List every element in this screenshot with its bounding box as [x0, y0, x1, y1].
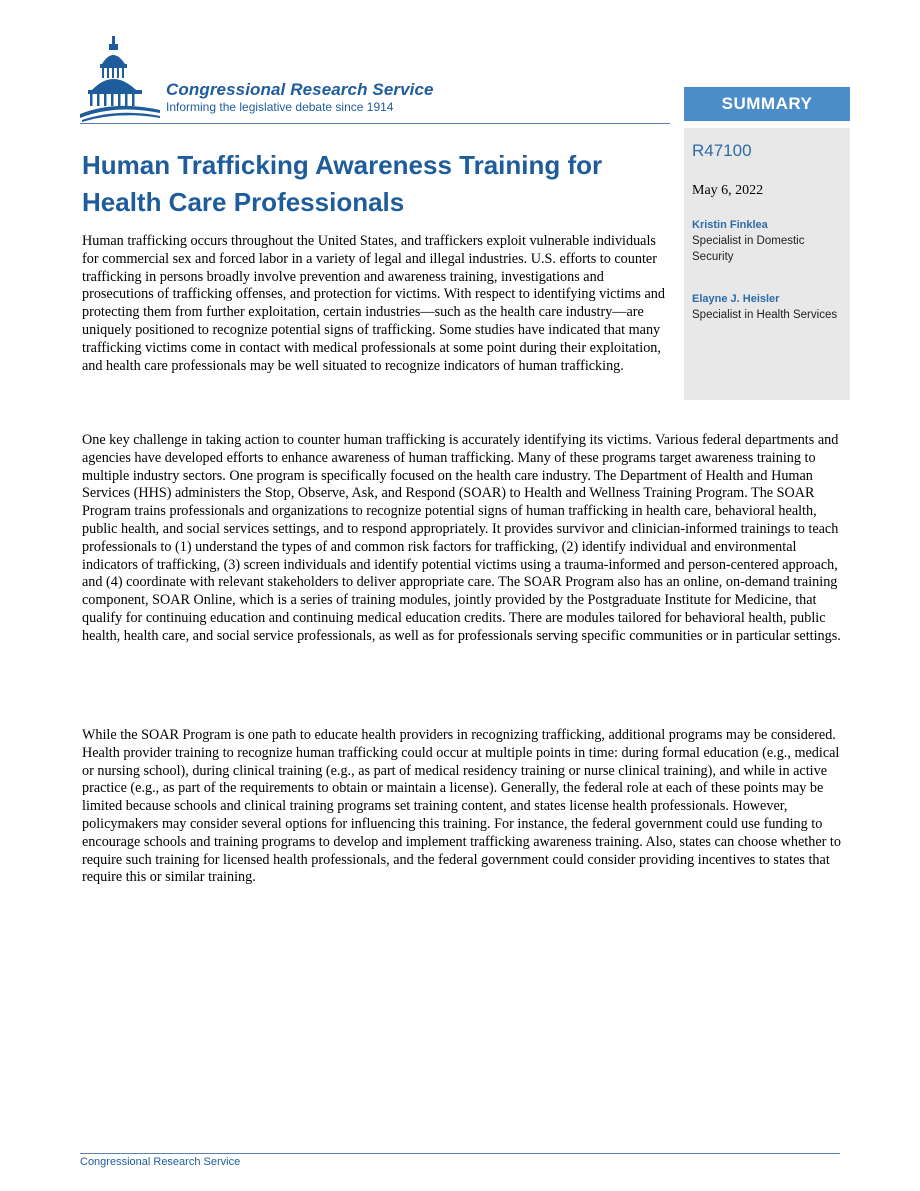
- author-name: Elayne J. Heisler: [692, 293, 780, 305]
- capitol-dome-icon: [80, 34, 162, 122]
- crs-logo: [80, 34, 480, 124]
- report-number: R47100: [692, 141, 752, 160]
- body-paragraph: One key challenge in taking action to counter human trafficking is accurately identifying its victims. Various federal departments and agencies have developed efforts to enhance awareness of human trafficking. Many of these programs target awareness training to multiple industry sectors. One program is specifically focused on the health care industry. The Department of Health and Human Services (HHS) administers the Stop, Observe, Ask, and Respond (SOAR) to Health and Wellness Training Program. The SOAR Program trains professionals and organizations to recognize potential signs of human trafficking in health care, behavioral health, public health, and social services settings, and to respond appropriately. It provides survivor and clinician-informed trainings to teach professionals to (1) understand the types of and common risk factors for trafficking, (2) identify individual and environmental indicators of trafficking, (3) screen individuals and identify potential victims using a trauma-informed and person-centered approach, and (4) coordinate with relevant stakeholders to deliver appropriate care. The SOAR Program also has an online, on-demand training component, SOAR Online, which is a series of training modules, jointly provided by the Postgraduate Institute for Medicine, that qualify for continuing education and continuing medical education credits. There are modules tailored for behavioral health, public health, health care, and social service professionals, as well as for professionals serving specific communities or in particular settings.: [82, 432, 841, 644]
- body-paragraph: Human trafficking occurs throughout the United States, and traffickers exploit vulnerable individuals for commercial sex and forced labor in a variety of legal and illegal industries. U.S. efforts to counter trafficking in persons broadly involve prevention and awareness training, investigations and prosecutions of trafficking offenses, and protection for victims. With respect to identifying victims and protecting them from further exploitation, certain industries—such as the health care industry—are uniquely positioned to recognize potential signs of trafficking. Some studies have indicated that many trafficking victims come in contact with medical professionals at some point during their exploitation, and health care professionals may be well situated to recognize indicators of human trafficking.: [82, 233, 665, 374]
- footer-org-name: Congressional Research Service: [80, 1156, 241, 1168]
- summary-sidebar: [684, 128, 850, 400]
- summary-label: SUMMARY: [684, 87, 850, 121]
- body-paragraph: While the SOAR Program is one path to educate health providers in recognizing trafficking, additional programs may be considered. Health provider training to recognize human trafficking could occur at multiple points in time: during formal education (e.g., medical or nursing school), during clinical training (e.g., as part of medical residency training or nurse clinical training), and while in active practice (e.g., as part of the requirements to obtain or maintain a license). Generally, the federal role at each of these points may be limited because schools and clinical training programs set training content, and states license health professionals. However, policymakers may consider several options for influencing this training. For instance, the federal government could use funding to encourage schools and training programs to develop and implement trafficking awareness training. Also, states can choose whether to require such training for licensed health professionals, and the federal government could consider providing incentives to states that require this or similar training.: [82, 727, 841, 886]
- page-title: Human Trafficking Awareness Training for Health Care Professionals: [82, 150, 603, 217]
- author-title: Specialist in Domestic Security: [692, 235, 805, 263]
- org-name: Congressional Research Service: [166, 80, 434, 99]
- footer-divider: [80, 1153, 840, 1154]
- report-date: May 6, 2022: [692, 183, 764, 198]
- author-name: Kristin Finklea: [692, 219, 768, 231]
- author-block: [692, 291, 846, 323]
- header-divider: [80, 123, 670, 124]
- author-block: [692, 217, 846, 265]
- org-tagline: Informing the legislative debate since 1914: [166, 100, 394, 114]
- author-title: Specialist in Health Services: [692, 309, 838, 321]
